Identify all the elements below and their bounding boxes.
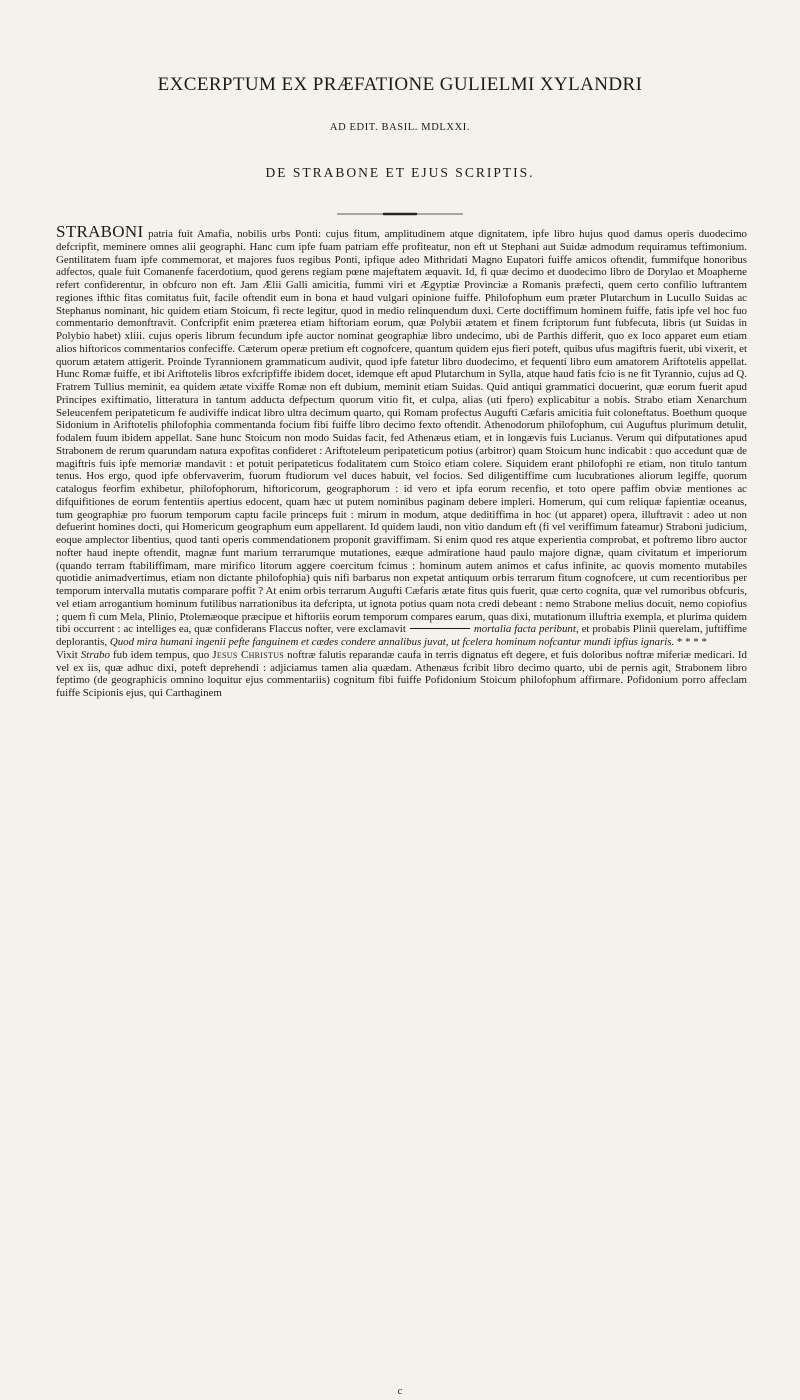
page-title: EXCERPTUM EX PRÆFATIONE GULIELMI XYLANDRI	[157, 74, 643, 95]
paragraph-2: Vixit Strabo fub idem tempus, quo Jesus Christus noftræ falutis reparandæ caufa in terris dignatus eft degere, et fuis doloribus noftræ miferiæ medicari. Id vel ex iis, quæ adhuc dixi, poteft deprehendi : adjiciamus tamen alia quædam. Athenæus fcribit libro decimo quarto, ubi de pernis agit, Strabonem libro feptimo (de geographicis omnino loquitur ejus commentariis) cognitum fibi fuiffe Pofidonium Stoicum philofophum affirmare. Pofidonium porro affeclam fuiffe Scipionis ejus, qui Carthaginem	[56, 648, 748, 699]
ornamental-rule	[337, 211, 463, 217]
dash-rule	[410, 628, 470, 629]
signature-mark: c	[397, 1386, 403, 1397]
edition-subtitle: AD EDIT. BASIL. MDLXXI.	[329, 122, 471, 133]
quotation: mortalia facta peribunt,	[473, 623, 579, 636]
quotation: Quod mira humani ingenii pefte fanguinem et cædes condere annalibus juvat, ut fcelera hominum nofcantur mundi ipfius ignaris.	[109, 636, 675, 648]
drop-cap-word: STRABONI	[56, 222, 144, 241]
paragraph-1: STRABONI patria fuit Amafia, nobilis urbs Ponti: cujus fitum, amplitudinem atque dignitatem, ipfe libro hujus quod damus operis duodecimo defcripfit, meminere omnes alii geographi. Hanc cum ipfe fuam patriam effe profiteatur, non eft ut Stephani aut Suidæ admodum requiramus teftimonium. Gentilitatem fuam ipfe commemorat, et majores fuos regibus Ponti, ipfique adeo Mithridati Magno Eupatori fuiffe amicos oftendit, fummifque honoribus adfectos, quale fuit Comanenfe facerdotium, quod gerens regiam pœne majeftatem æquavit. Id, fi quæ decimo et duodecimo libro de Dorylao et Moapherne refert confiderentur, in obfcuro non eft. Jam Ælii Galli amicitia, fummi viri et Ægyptiæ Provinciæ a Romanis præfecti, quem certo confilio luftrantem regiones ifthic fitas comitatus fuit, facile oftendit eum in bona et haud vulgari opinione fuiffe. Philofophum eum præter Plutarchum in Lucullo Suidas ac Stephanus nominant, hic quidem etiam Stoicum, fi recte legitur, quod in medio relinquendum duxi. Certe doctiffimum hominem fuiffe, fatis ipfe vel hoc fuo commentario demonftravit. Confcripfit enim præterea etiam hiftoriam eorum, quæ Polybii ætatem et finem fcriptorum funt fubfecuta, libris (ut Suidas in Polybio habet) xliii. cujus operis librum fecundum ipfe auctor nominat geographiæ libro undecimo, ubi de Parthis differit, quo ex loco apparet eum etiam alios hiftoricos commentarios confeciffe. Cæterum operæ pretium eft cognofcere, quantum quidem ejus fieri poteft, quibus ufus magiftris fuerit, ubi vixerit, et quorum ætatem attigerit. Proinde Tyrannionem grammaticum audivit, quod ipfe fatetur libro duodecimo, et fequenti libro eum amatorem Ariftotelis appellat. Hunc Romæ fuiffe, et ibi Ariftotelis libros exfcripfiffe ibidem docet, idemque eft apud Plutarchum in Sylla, atque haud fatis fcio is ne fit Tyrannio, cujus ad Q. Fratrem Tullius meminit, ea quidem ætate vixiffe Romæ non eft dubium, meminit etiam Suidas. Quid antiqui grammatici docuerint, quæ eorum fuerit apud Principes exiftimatio, litteratura in tantum adducta defpectum quorum vitio fit, et culpa, alias (uti fpero) explicabitur a nobis. Strabo etiam Xenarchum Seleucenfem peripateticum fe audiviffe indicat libro ultra decimum quarto, qui Romam profectus Augufti Cæfaris amicitia fuit coloneftatus. Boethum quoque Sidonium in Ariftotelis philofophia commentanda focium fibi fuiffe libro decimo fexto oftendit. Athenodorum philofophum, cui Auguftus plurimum detulit, fodalem fuum ibidem appellat. Sane hunc Stoicum non modo Suidas facit, fed Athenæus etiam, et in longævis fuis Lucianus. Verum qui difputationes apud Strabonem de rerum quarundam natura expofitas confideret : Ariftoteleum peripateticum potius (arbitror) quam Stoicum hunc indicabit : quo accedunt quæ de magiftris fuis ipfe memoriæ mandavit : et potuit peripateticus fodalitatem cum Stoico etiam colere. Siquidem erant philofophi re etiam, non titulo tantum tenus. Hos ergo, quod ipfe obfervaverim, fuorum ftudiorum vel duces habuit, vel focios. Sed diligentiffime cum lucubrationes aliorum legiffe, quorum catalogus feorfim exhibetur, philofophorum, hiftoricorum, geographorum : id vero et ipfa eorum recenfio, et toto opere paffim obviæ mentiones ac difquifitiones de eorum fententiis apertius edocent, quam hæc ut putem nominibus paginam debere impleri. Homerum, qui cum reliquæ fapientiæ oceanus, tum geographiæ pro fuorum temporum captu facile princeps fuit : mirum in modum, atque deditiffima in hoc (ut apparet) opera, illuftravit : adeo ut non defuerint homines docti, qui Homericum geographum eum appellarent. Id quidem laudi, non vitio dandum eft (fi vel veriffimum fateamur) Straboni judicium, eoque amplector libentius, quod tanti operis commendationem proponit graviffimam. Si enim quod res atque experientia comprobat, et poftremo libro auctor nofter haud inepte oftendit, magnæ funt marium terrarumque mutationes, eæque admiratione haud paulo majore dignæ, quam civitatum et imperiorum (quando terram ftabiliffimam, mare mirifico litorum aggere coercitum fcimus : hominum autem animos et cafus infinite, ac quovis momento mutabiles quotidie animadvertimus, etiam non dictante philofophia) quis nifi barbarus non expetat antiquum orbis terrarum fitum cognofcere, ut cum recentioribus per temporum intervalla mutatis comparare poffit ? At enim orbis terrarum Augufti Cæfaris ætate fitus quis fuerit, quæ certo cognita, quæ vel rumoribus obfcuris, vel etiam arrogantium hominum futilibus narrationibus ita defcripta, ut ignota potius quam nota credi debeant : nemo Strabone melius docuit, nemo copiofius ; quem fi cum Mela, Plinio, Ptolemæoque præcipue et hiftoriis eorum temporum compares earum, quas dixi, mutationum illuftria exempla, et plurima quidem tibi occurrent : ac intelliges ea, quæ confiderans Flaccus nofter, vere exclamavit mortalia facta peribunt, et probabis Plinii querelam, juftiffime deplorantis, Quod mira humani ingenii pefte fanguinem et cædes condere annalibus juvat, ut fcelera hominum nofcantur mundi ipfius ignaris. * * * *	[56, 222, 748, 648]
section-heading: DE STRABONE ET EJUS SCRIPTIS.	[265, 165, 535, 180]
ellipsis-stars: * * * *	[674, 636, 707, 648]
name-strabo: Strabo	[80, 648, 110, 661]
name-jesus-christus: Jesus Christus	[212, 648, 285, 661]
body-text	[56, 222, 748, 700]
